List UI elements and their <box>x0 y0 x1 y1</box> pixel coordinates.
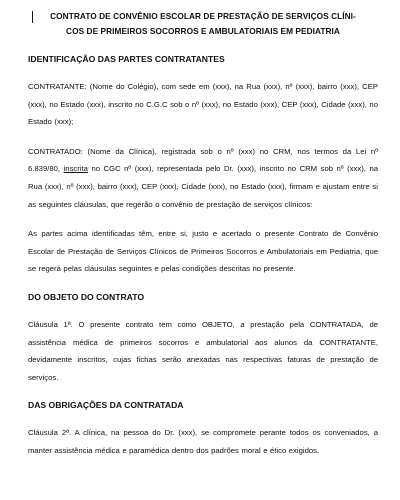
underlined-word: inscrita <box>63 164 88 174</box>
title-line-1: CONTRATO DE CONVÊNIO ESCOLAR DE PRESTAÇÃO DE SERVIÇOS CLÍNI- <box>50 11 356 21</box>
section-heading-obligations: DAS OBRIGAÇÕES DA CONTRATADA <box>28 400 184 411</box>
contratado-paragraph <box>28 143 378 213</box>
contratado-text-part2: no CGC nº (xxx), representada pelo Dr. (xxx), inscrito no CRM sob nº (xxx), na Rua (xxx), nº (xxx), bairro (xxx), CEP (xxx), Cidade (xxx), no Estado (xxx), firmam e ajustam entre si as seguintes cláusulas, que regerão o convênio de prestação de serviços clínicos: <box>28 164 378 209</box>
contratante-paragraph: CONTRATANTE: (Nome do Colégio), com sede em (xxx), na Rua (xxx), nº (xxx), bairro (xxx), CEP (xxx), no Estado (xxx), inscrito no C.G.C sob o nº (xxx), no Estado (xxx), CEP (xxx), Cidade (xxx), no Estado (xxx); <box>28 82 378 127</box>
section-heading-object: DO OBJETO DO CONTRATO <box>28 291 145 302</box>
parties-agreement-paragraph: As partes acima identificadas têm, entre si, justo e acertado o presente Contrato de Convênio Escolar de Prestação de Serviços Clínicos de Primeiros Socorros e Ambulatoriais em Pediatria, que se regerá pelas cláusulas seguintes e pelas condições descritas no presente. <box>28 229 378 274</box>
title-line-2: COS DE PRIMEIROS SOCORROS E AMBULATORIAIS EM PEDIATRIA <box>66 26 340 36</box>
text-cursor <box>32 11 33 23</box>
clause-2-paragraph: Cláusula 2ª. A clínica, na pessoa do Dr. (xxx), se compromete perante todos os conveniados, a manter assistência médica e paramédica dentro dos padrões moral e ético exigidos. <box>28 428 378 455</box>
section-heading-parties: IDENTIFICAÇÃO DAS PARTES CONTRATANTES <box>28 54 225 64</box>
contratado-text-part1: CONTRATADO: (Nome da Clínica), registrada sob o nº (xxx) no CRM, nos termos da Lei nº 6.839/80, <box>28 146 378 174</box>
document-title <box>28 9 378 39</box>
clause-1-paragraph: Cláusula 1ª. O presente contrato tem como OBJETO, a prestação pela CONTRATADA, de assistência médica de primeiros socorros e ambulatorial aos alunos da CONTRATANTE, devidamente inscritos, cujas fichas serão anexadas nas respectivas faturas de prestação de serviços. <box>28 319 378 382</box>
